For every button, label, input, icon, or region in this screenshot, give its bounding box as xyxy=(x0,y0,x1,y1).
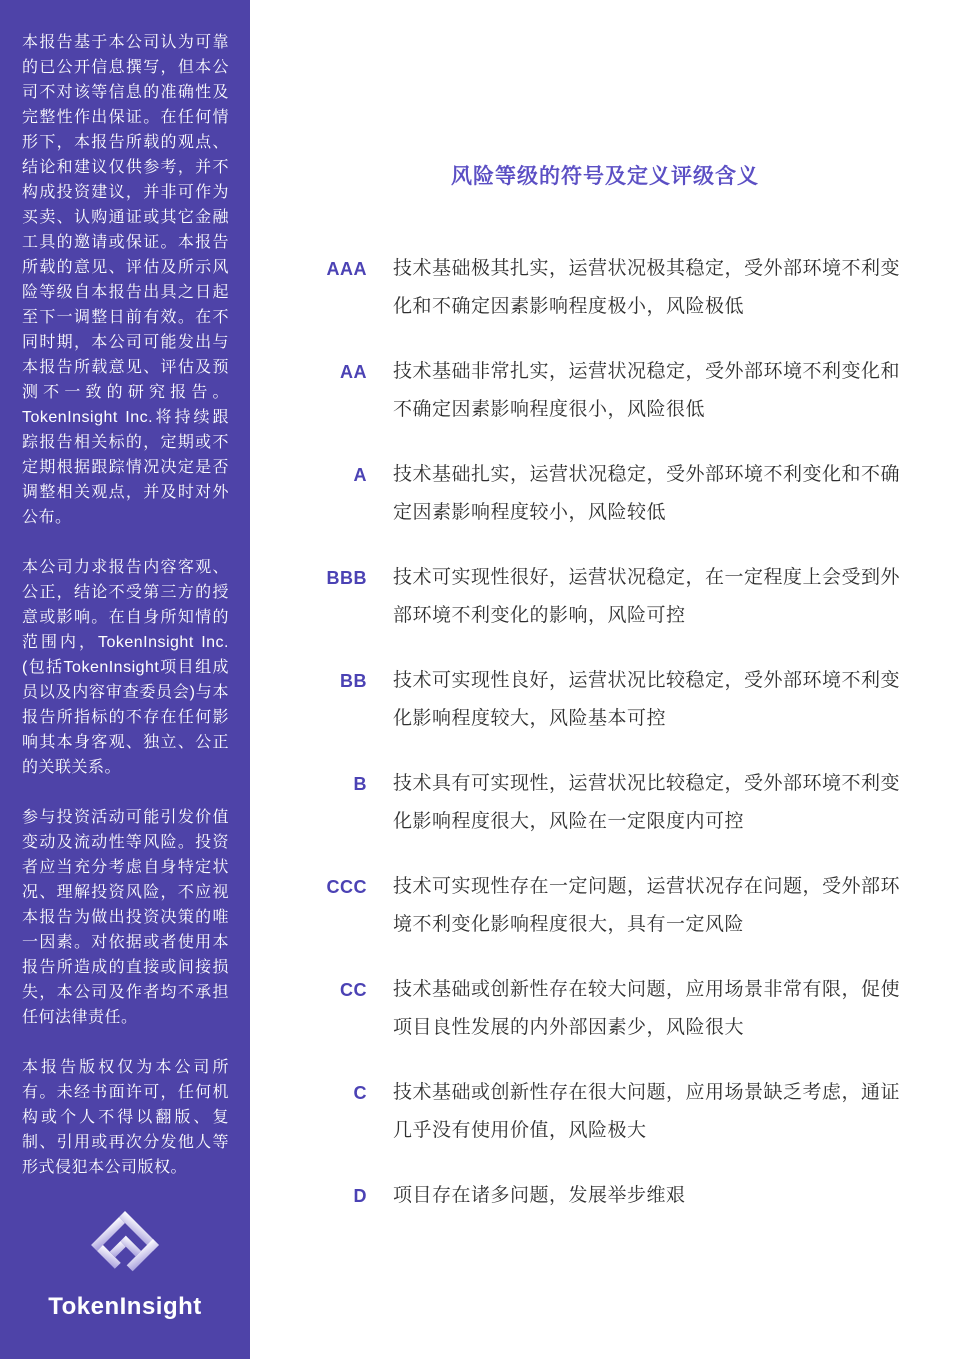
rating-symbol: CCC xyxy=(326,877,367,897)
rating-symbol: CC xyxy=(340,980,367,1000)
tokeninsight-logo-icon xyxy=(0,1207,250,1283)
rating-symbol: B xyxy=(353,774,367,794)
rating-row-c xyxy=(298,1074,912,1150)
rating-description: 技术基础扎实，运营状况稳定，受外部环境不利变化和不确定因素影响程度较小，风险较低 xyxy=(393,464,901,523)
tokeninsight-logo xyxy=(0,1207,250,1321)
rating-row-aa xyxy=(298,353,912,429)
disclaimer-paragraph: 参与投资活动可能引发价值变动及流动性等风险。投资者应当充分考虑自身特定状况、理解投资风险，不应视本报告为做出投资决策的唯一因素。对依据或者使用本报告所造成的直接或间接损失，本公司及作者均不承担任何法律责任。 xyxy=(22,809,229,1026)
rating-description: 技术基础或创新性存在较大问题，应用场景非常有限，促使项目良性发展的内外部因素少，风险很大 xyxy=(393,979,901,1038)
rating-symbol: AAA xyxy=(326,259,367,279)
rating-description: 项目存在诸多问题，发展举步维艰 xyxy=(393,1185,686,1206)
rating-description: 技术具有可实现性，运营状况比较稳定，受外部环境不利变化影响程度很大，风险在一定限度内可控 xyxy=(393,773,901,832)
rating-description: 技术可实现性良好，运营状况比较稳定，受外部环境不利变化影响程度较大，风险基本可控 xyxy=(393,670,901,729)
rating-description: 技术基础非常扎实，运营状况稳定，受外部环境不利变化和不确定因素影响程度很小，风险很低 xyxy=(393,361,901,420)
rating-symbol: BBB xyxy=(326,568,367,588)
rating-row-bb xyxy=(298,662,912,738)
rating-description: 技术基础或创新性存在很大问题，应用场景缺乏考虑，通证几乎没有使用价值，风险极大 xyxy=(393,1082,901,1141)
disclaimer-paragraph: 本报告基于本公司认为可靠的已公开信息撰写，但本公司不对该等信息的准确性及完整性作出保证。在任何情形下，本报告所载的观点、结论和建议仅供参考，并不构成投资建议，并非可作为买卖、认购通证或其它金融工具的邀请或保证。本报告所载的意见、评估及所示风险等级自本报告出具之日起至下一调整日前有效。在不同时期，本公司可能发出与本报告所载意见、评估及预测不一致的研究报告。TokenInsight Inc.将持续跟踪报告相关标的，定期或不定期根据跟踪情况决定是否调整相关观点，并及时对外公布。 xyxy=(22,34,229,526)
rating-row-aaa xyxy=(298,250,912,326)
rating-row-cc xyxy=(298,971,912,1047)
rating-description: 技术可实现性很好，运营状况稳定，在一定程度上会受到外部环境不利变化的影响，风险可控 xyxy=(393,567,901,626)
disclaimer-paragraph: 本公司力求报告内容客观、公正，结论不受第三方的授意或影响。在自身所知情的范围内，TokenInsight Inc.(包括TokenInsight项目组成员以及内容审查委员会)与本报告所指标的不存在任何影响其本身客观、独立、公正的关联关系。 xyxy=(22,559,229,776)
rating-row-ccc xyxy=(298,868,912,944)
rating-description: 技术可实现性存在一定问题，运营状况存在问题，受外部环境不利变化影响程度很大，具有一定风险 xyxy=(393,876,901,935)
rating-list xyxy=(298,250,912,1215)
disclaimer-paragraph: 本报告版权仅为本公司所有。未经书面许可，任何机构或个人不得以翻版、复制、引用或再次分发他人等形式侵犯本公司版权。 xyxy=(22,1059,229,1176)
rating-row-d xyxy=(298,1177,912,1215)
disclaimer-sidebar xyxy=(0,0,250,1359)
rating-symbol: C xyxy=(353,1083,367,1103)
logo-text: TokenInsight xyxy=(48,1293,202,1320)
rating-row-b xyxy=(298,765,912,841)
page-title: 风险等级的符号及定义评级含义 xyxy=(451,165,759,188)
rating-symbol: A xyxy=(353,465,367,485)
rating-row-a xyxy=(298,456,912,532)
rating-description: 技术基础极其扎实，运营状况极其稳定，受外部环境不利变化和不确定因素影响程度极小，风险极低 xyxy=(393,258,901,317)
rating-row-bbb xyxy=(298,559,912,635)
rating-symbol: D xyxy=(353,1186,367,1206)
rating-definitions-section xyxy=(250,0,960,1359)
rating-symbol: BB xyxy=(340,671,367,691)
rating-symbol: AA xyxy=(340,362,367,382)
